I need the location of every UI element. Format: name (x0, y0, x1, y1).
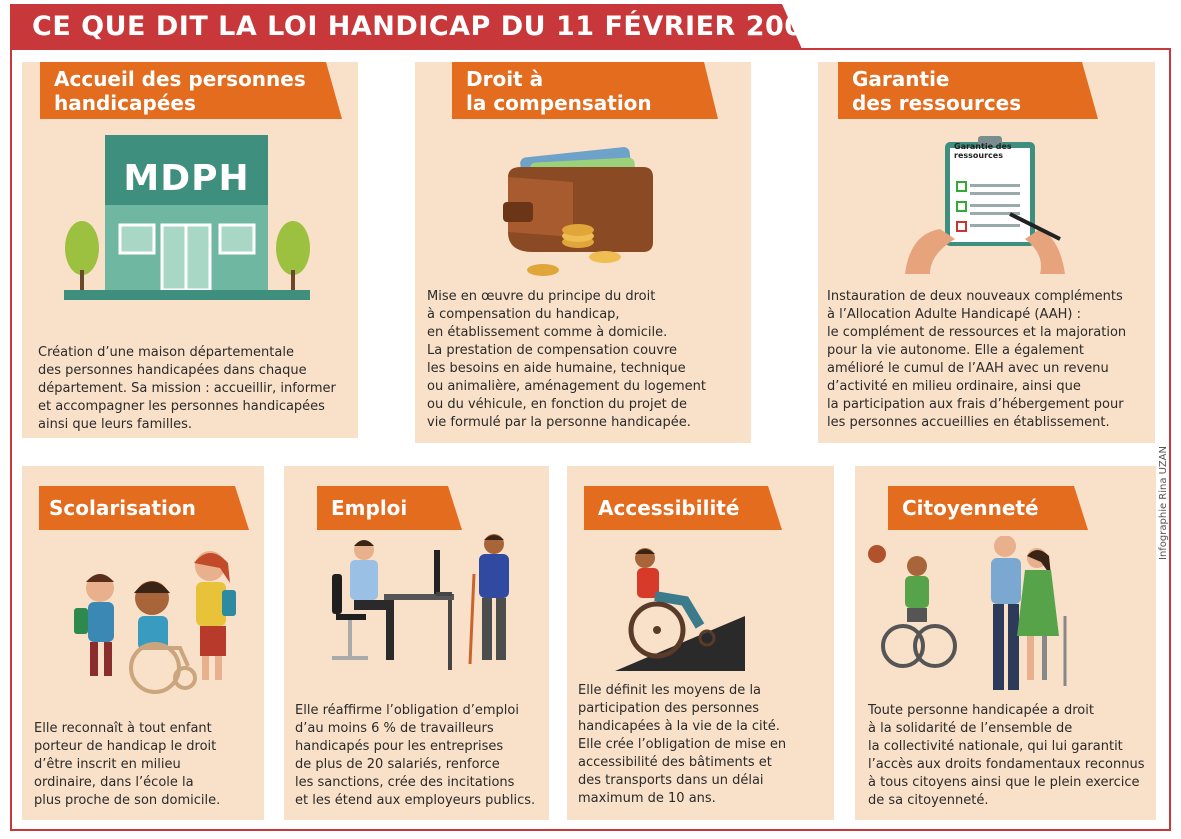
card-scolarisation-text (34, 720, 260, 810)
card-ressources (818, 62, 1155, 443)
text-line: Elle réaffirme l’obligation d’emploi (295, 703, 519, 718)
text-line: le complément de ressources et la majoration (827, 325, 1127, 340)
text-line: des transports dans un délai (578, 773, 764, 788)
workplace-illustration (324, 534, 534, 684)
text-line: Elle définit les moyens de la (578, 683, 762, 698)
text-line: porteur de handicap le droit (34, 739, 217, 754)
page-title: CE QUE DIT LA LOI HANDICAP DU 11 FÉVRIER 2005 (32, 11, 823, 42)
card-accessibilite (567, 466, 834, 820)
text-line: amélioré le cumul de l’AAH avec un revenu (827, 361, 1109, 376)
card-accueil (22, 62, 358, 438)
text-line: pour la vie autonome. Elle a également (827, 343, 1084, 358)
text-line: participation des personnes (578, 701, 760, 716)
text-line: maximum de 10 ans. (578, 791, 716, 806)
text-line: accessibilité des bâtiments et (578, 755, 772, 770)
text-line: Instauration de deux nouveaux compléments (827, 289, 1123, 304)
card-citoyennete-title: Citoyenneté (902, 496, 1039, 520)
card-ressources-title: Garantie des ressources (852, 66, 1022, 115)
text-line: ou du véhicule, en fonction du projet de (427, 397, 688, 412)
text-line: Création d’une maison départementale (38, 345, 294, 360)
text-line: la participation aux frais d’hébergement pour (827, 397, 1124, 412)
children-wheelchair-illustration (70, 538, 240, 698)
card-accessibilite-banner (584, 486, 782, 530)
text-line: et les étend aux employeurs publics. (295, 793, 536, 808)
text-line: les besoins en aide humaine, technique (427, 361, 686, 376)
card-emploi-text (295, 702, 547, 810)
card-ressources-banner (838, 62, 1098, 119)
text-line: de plus de 20 salariés, renforce (295, 757, 500, 772)
text-line: département. Sa mission : accueillir, informer (38, 381, 336, 396)
text-line: ou animalière, aménagement du logement (427, 379, 706, 394)
clipboard-label: Garantie des ressources (954, 142, 1012, 160)
card-accessibilite-title: Accessibilité (598, 496, 740, 520)
text-line: à l’Allocation Adulte Handicapé (AAH) : (827, 307, 1081, 322)
card-compensation-title: Droit à la compensation (466, 66, 652, 115)
wallet-icon (503, 142, 663, 282)
text-line: les sanctions, crée des incitations (295, 775, 515, 790)
card-accessibilite-text (578, 682, 828, 808)
card-scolarisation-title: Scolarisation (49, 496, 196, 520)
text-line: ainsi que leurs familles. (38, 417, 193, 432)
card-accueil-title: Accueil des personnes handicapées (54, 66, 306, 115)
card-ressources-text (827, 288, 1153, 432)
card-accueil-banner (40, 62, 342, 119)
card-emploi-banner (317, 486, 462, 530)
text-line: l’accès aux droits fondamentaux reconnus (868, 757, 1145, 772)
text-line: et accompagner les personnes handicapées (38, 399, 325, 414)
card-scolarisation-banner (39, 486, 249, 530)
text-line: La prestation de compensation couvre (427, 343, 678, 358)
card-compensation-text (427, 288, 747, 432)
text-line: d’activité en milieu ordinaire, ainsi que (827, 379, 1081, 394)
card-citoyennete (855, 466, 1156, 820)
text-line: vie formulé par la personne handicapée. (427, 415, 691, 430)
text-line: Mise en œuvre du principe du droit (427, 289, 656, 304)
text-line: de sa citoyenneté. (868, 793, 989, 808)
card-scolarisation (22, 466, 264, 820)
card-compensation (415, 62, 751, 443)
card-compensation-banner (452, 62, 718, 119)
text-line: ordinaire, dans l’école la (34, 775, 194, 790)
wheelchair-ramp-illustration (615, 546, 755, 671)
text-line: Toute personne handicapée a droit (868, 703, 1094, 718)
text-line: d’être inscrit en milieu (34, 757, 181, 772)
card-emploi (284, 466, 549, 820)
text-line: des personnes handicapées dans chaque (38, 363, 307, 378)
text-line: en établissement comme à domicile. (427, 325, 668, 340)
citizens-illustration (865, 536, 1095, 701)
text-line: handicapées à la vie de la cité. (578, 719, 780, 734)
text-line: les personnes accueillies en établissement. (827, 415, 1110, 430)
card-citoyennete-text (868, 702, 1154, 810)
text-line: plus proche de son domicile. (34, 793, 221, 808)
text-line: Elle crée l’obligation de mise en (578, 737, 787, 752)
mdph-building-illustration (62, 130, 322, 310)
infographic-credit: Infographie Rina UZAN (1158, 446, 1169, 560)
text-line: d’au moins 6 % de travailleurs (295, 721, 494, 736)
text-line: à compensation du handicap, (427, 307, 620, 322)
text-line: à tous citoyens ainsi que le plein exercice (868, 775, 1140, 790)
card-accueil-text (38, 344, 356, 434)
text-line: la collectivité nationale, qui lui garantit (868, 739, 1123, 754)
card-citoyennete-banner (888, 486, 1088, 530)
text-line: à la solidarité de l’ensemble de (868, 721, 1073, 736)
text-line: Elle reconnaît à tout enfant (34, 721, 212, 736)
text-line: handicapés pour les entreprises (295, 739, 504, 754)
page-title-banner (10, 4, 823, 49)
mdph-sign: MDPH (123, 158, 250, 199)
card-emploi-title: Emploi (331, 496, 408, 520)
